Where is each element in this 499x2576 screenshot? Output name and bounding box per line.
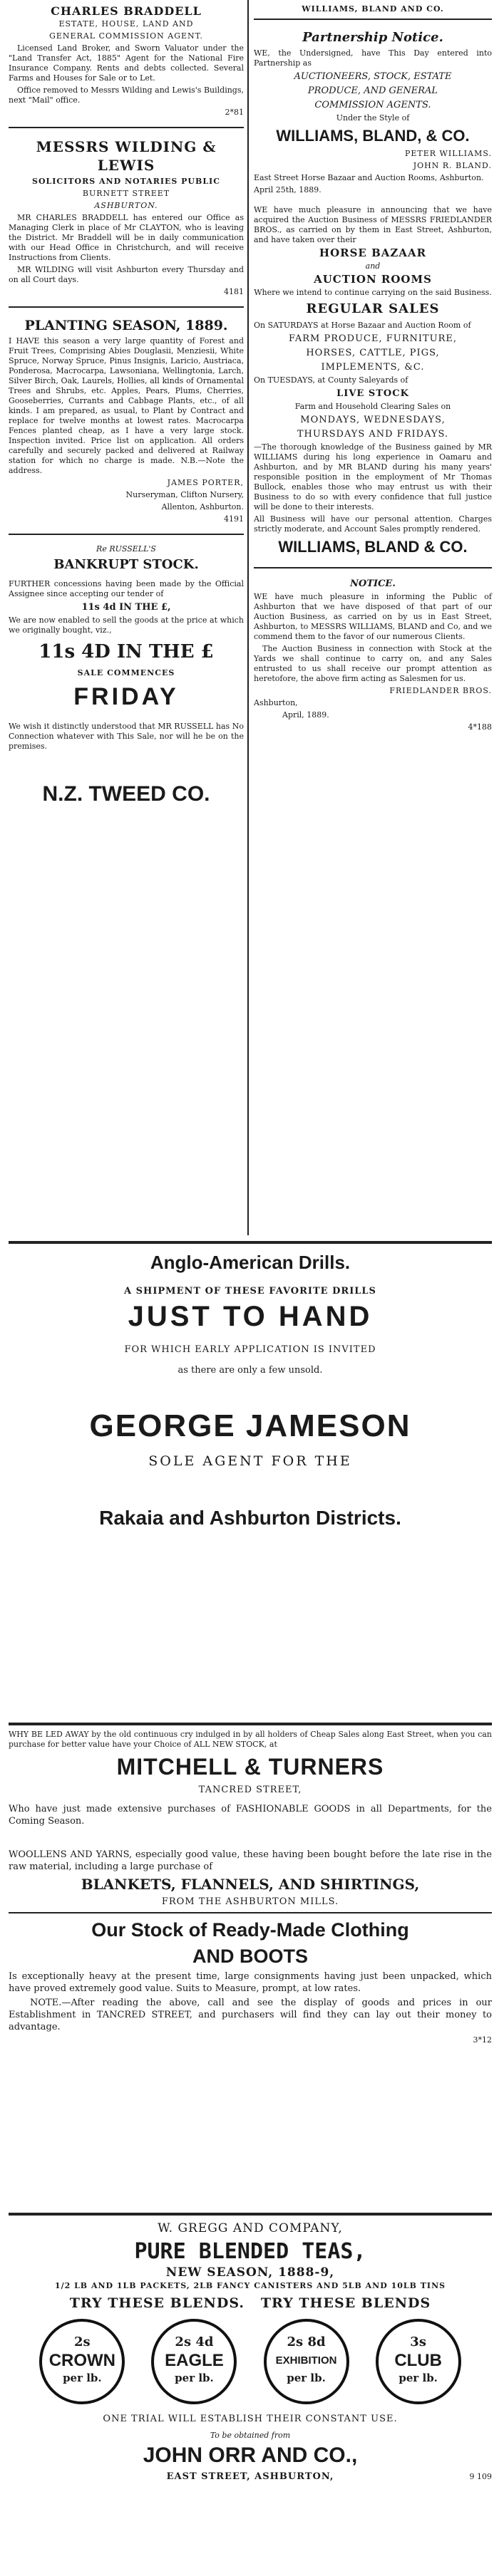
drills-just-to-hand: JUST TO HAND <box>128 1301 373 1332</box>
tea-blend-eagle <box>151 2319 237 2404</box>
notice-heading: NOTICE. <box>350 578 396 589</box>
russell-body-2: We are now enabled to sell the goods at the price at which we originally bought, viz., <box>9 616 244 635</box>
mitchell-boots: AND BOOTS <box>192 1946 308 1967</box>
divider <box>9 306 244 308</box>
planting-code: 4191 <box>224 514 244 524</box>
russell-price: 11s 4D IN THE £ <box>38 641 214 663</box>
right-header: WILLIAMS, BLAND AND CO. <box>302 4 444 14</box>
drills-agent: SOLE AGENT FOR THE <box>148 1453 352 1469</box>
bazaar-ad <box>254 200 492 563</box>
tea-blend-price: 2s <box>74 2334 91 2349</box>
mitchell-intro: WHY BE LED AWAY by the old continuous cry indulged in by all holders of Cheap Sales along East Street, when you can purchase for better value have your Choice of ALL NEW STOCK, at <box>9 1730 492 1749</box>
partnership-firm: WILLIAMS, BLAND, & CO. <box>276 127 470 145</box>
partnership-trades-1: AUCTIONEERS, STOCK, ESTATE <box>294 71 452 82</box>
mitchell-street: TANCRED STREET, <box>198 1785 302 1795</box>
braddell-title-1: ESTATE, HOUSE, LAND AND <box>58 19 194 28</box>
divider <box>9 1241 492 1244</box>
russell-note: We wish it distinctly understood that MR RUSSELL has No Connection whatever with This Sale, nor will he be on the premises. <box>9 722 244 751</box>
bazaar-head-1: HORSE BAZAAR <box>319 246 427 259</box>
notice-code: 4*188 <box>468 722 492 732</box>
teas-season: NEW SEASON, 1888-9, <box>165 2265 335 2280</box>
tea-blend-price: 2s 8d <box>287 2334 326 2349</box>
bazaar-livestock: LIVE STOCK <box>336 388 409 399</box>
drills-name: GEORGE JAMESON <box>89 1408 411 1443</box>
partnership-under: Under the Style of <box>336 113 410 123</box>
tea-blend-name: CLUB <box>394 2351 442 2370</box>
bazaar-farm: FARM PRODUCE, FURNITURE, <box>288 333 458 344</box>
bazaar-days-1: MONDAYS, WEDNESDAYS, <box>300 415 446 425</box>
russell-body: FURTHER concessions having been made by the Official Assignee since accepting our tender of <box>9 579 244 598</box>
mitchell-body: Who have just made extensive purchases of FASHIONABLE GOODS in all Departments, for the Coming Season. <box>9 1804 492 1827</box>
mitchell-code: 3*12 <box>473 2035 492 2045</box>
notice-signature: FRIEDLANDER BROS. <box>389 686 492 695</box>
notice-place: Ashburton, <box>254 698 298 707</box>
planting-sig-3: Allenton, Ashburton. <box>161 502 244 511</box>
bazaar-horses: HORSES, CATTLE, PIGS, <box>306 348 440 358</box>
notice-ad <box>254 573 492 737</box>
right-column <box>254 0 492 737</box>
planting-sig-2: Nurseryman, Clifton Nursery, <box>125 490 244 499</box>
tea-blend-name: CROWN <box>48 2351 116 2370</box>
divider <box>254 19 492 20</box>
planting-body: I HAVE this season a very large quantity of Forest and Fruit Trees, Comprising Abies Douglasii, Menziesii, White Spruce, Norway Spruce, Pinus Insignis, Laricio, Austriaca, Ponderosa, Macrocarpa, Lawsoniana, Wellingtonia, Larch, Silver Birch, Oak, Laurels, Hollies, all kinds of Ornamental Trees and Shrubs, etc. Apples, Pears, Plums, Cherries, Gooseberries, Currants and Cabbage Plants, etc., of all kinds. I am prepared, as usual, to Plant by Contract and replace for twelve months at lowest rates. Macrocarpa Fences planted cheap, as I have a very large stock. Inspection invited. Price list on application. All orders carefully and securely packed and delivered at Railway station for which no charge is made. N.B.—Note the address. <box>9 336 244 475</box>
teas-code: 9 109 <box>469 2472 492 2481</box>
partnership-ad <box>254 24 492 200</box>
teas-ad <box>9 2208 492 2484</box>
wilding-ad <box>9 133 244 302</box>
braddell-title-2: GENERAL COMMISSION AGENT. <box>49 31 203 41</box>
tea-blend-exhibition <box>264 2319 349 2404</box>
partnership-trades-3: COMMISSION AGENTS. <box>314 100 431 110</box>
bazaar-tuesdays: On TUESDAYS, at County Saleyards of <box>254 375 408 385</box>
divider <box>9 1723 492 1725</box>
teas-obtained: To be obtained from <box>210 2431 291 2440</box>
teas-address: EAST STREET, ASHBURTON, <box>166 2471 334 2482</box>
tea-blend-name: EAGLE <box>165 2351 224 2370</box>
russell-tender: 11s 4d IN THE £, <box>81 602 171 613</box>
tea-blend-crown <box>39 2319 125 2404</box>
russell-heading: BANKRUPT STOCK. <box>53 557 199 572</box>
drills-early: FOR WHICH EARLY APPLICATION IS INVITED <box>124 1344 376 1355</box>
partnership-heading: Partnership Notice. <box>302 30 443 45</box>
notice-body: WE have much pleasure in informing the Public of Ashburton that we have disposed of that part of our Auction Business, as carried on by us in East Street, Ashburton, to MESSRS WILLIAMS, BLAND and Co, and we commend them to the favor of our numerous Clients. <box>254 592 492 641</box>
drills-shipment: A SHIPMENT OF THESE FAVORITE DRILLS <box>124 1286 376 1297</box>
wilding-code: 4181 <box>224 287 244 296</box>
bazaar-where: Where we intend to continue carrying on the said Business. <box>254 288 492 297</box>
bazaar-and: and <box>365 261 381 271</box>
mitchell-stock: Our Stock of Ready-Made Clothing <box>91 1919 409 1941</box>
bazaar-clearing: Farm and Household Clearing Sales on <box>294 402 451 411</box>
russell-re: Re RUSSELL'S <box>96 544 156 554</box>
teas-packets: 1/2 LB AND 1LB PACKETS, 2LB FANCY CANISTERS AND 5LB AND 10LB TINS <box>54 2281 446 2290</box>
russell-sale: SALE COMMENCES <box>77 668 175 677</box>
mitchell-heavy: Is exceptionally heavy at the present time, large consignments having just been unpacked, which have proved extremely good value. Suits to Measure, prompt, at low rates. <box>9 1971 492 1994</box>
tea-blend-per: per lb. <box>398 2372 438 2384</box>
wilding-town: ASHBURTON. <box>94 201 158 210</box>
braddell-name: CHARLES BRADDELL <box>51 4 202 18</box>
divider <box>9 127 244 128</box>
partnership-sig-1: PETER WILLIAMS. <box>404 149 492 158</box>
teas-trial: ONE TRIAL WILL ESTABLISH THEIR CONSTANT USE. <box>103 2414 398 2424</box>
tea-blend-per: per lb. <box>175 2372 214 2384</box>
teas-seller: JOHN ORR AND CO., <box>143 2443 358 2467</box>
wilding-title: SOLICITORS AND NOTARIES PUBLIC <box>32 177 220 186</box>
braddell-ad <box>9 0 244 123</box>
mitchell-ad <box>9 1718 492 2047</box>
partnership-trades-2: PRODUCE, AND GENERAL <box>307 85 438 96</box>
partnership-body: WE, the Undersigned, have This Day entered into Partnership as <box>254 48 492 68</box>
tea-blend-per: per lb. <box>287 2372 326 2384</box>
braddell-office: Office removed to Messrs Wilding and Lewis's Buildings, next "Mail" office. <box>9 85 244 105</box>
braddell-body: Licensed Land Broker, and Sworn Valuator under the "Land Transfer Act, 1885" Agent for the National Fire Insurance Company. Rents and debts collected. Several Farms and Houses for Sale or to Let. <box>9 43 244 83</box>
mitchell-woollens: WOOLLENS AND YARNS, especially good value, these having been bought before the late rise in the raw material, including a large purchase of <box>9 1849 492 1872</box>
tea-blend-price: 2s 4d <box>175 2334 214 2349</box>
wilding-body: MR CHARLES BRADDELL has entered our Office as Managing Clerk in place of Mr CLAYTON, who is leaving the District. Mr Braddell will be in daily communication with our Head Office in Christchurch, and will receive Instructions from Clients. <box>9 213 244 262</box>
tea-blend-club <box>376 2319 461 2404</box>
mitchell-mills: FROM THE ASHBURTON MILLS. <box>161 1896 339 1907</box>
teas-firm: W. GREGG AND COMPANY, <box>158 2221 343 2235</box>
drills-ad <box>9 1237 492 1534</box>
column-rule <box>247 0 249 1235</box>
bazaar-saturdays: On SATURDAYS at Horse Bazaar and Auction Room of <box>254 321 471 330</box>
partnership-date: April 25th, 1889. <box>254 185 321 194</box>
divider <box>254 567 492 568</box>
notice-body-2: The Auction Business in connection with Stock at the Yards we shall continue to carry on, and any Sales entrusted to us shall receive our prompt attention as heretofore, the above firm acting as Salesmen for us. <box>254 644 492 683</box>
drills-districts: Rakaia and Ashburton Districts. <box>99 1507 401 1529</box>
wilding-street: BURNETT STREET <box>82 189 170 198</box>
bazaar-head-2: AUCTION ROOMS <box>314 273 432 286</box>
braddell-code: 2*81 <box>225 108 244 117</box>
divider <box>9 2213 492 2216</box>
bazaar-knowledge: —The thorough knowledge of the Business gained by MR WILLIAMS during his long experience in Oamaru and Ashburton, and by MR BLAND during his many years' responsible position in the employment of Mr Thomas Bullock, enables those who may entrust us with their Business to do so with every confidence that full justice will be done to their interests. <box>254 442 492 511</box>
tea-blend-price: 3s <box>410 2334 426 2349</box>
teas-try: TRY THESE BLENDS. TRY THESE BLENDS <box>69 2295 431 2311</box>
mitchell-note: NOTE.—After reading the above, call and see the display of goods and prices in our Establishment in TANCRED STREET, and purchasers will find they can lay out their money to advantage. <box>9 1998 492 2032</box>
bazaar-attention: All Business will have our personal attention. Charges strictly moderate, and Account Sales promptly rendered. <box>254 514 492 534</box>
bazaar-regular: REGULAR SALES <box>306 301 440 316</box>
divider <box>9 534 244 535</box>
wilding-visit: MR WILDING will visit Ashburton every Thursday and on all Court days. <box>9 265 244 284</box>
tea-blends <box>9 2319 492 2404</box>
wilding-name: MESSRS WILDING & LEWIS <box>36 138 217 174</box>
planting-sig-1: JAMES PORTER, <box>167 478 244 487</box>
partnership-address: East Street Horse Bazaar and Auction Rooms, Ashburton. <box>254 173 484 182</box>
bazaar-body: WE have much pleasure in announcing that we have acquired the Auction Business of MESSRS FRIEDLANDER BROS., as carried on by them in East Street, Ashburton, and have taken over their <box>254 205 492 244</box>
drills-heading: Anglo-American Drills. <box>150 1252 351 1273</box>
divider <box>9 1912 492 1913</box>
tea-blend-per: per lb. <box>63 2372 102 2384</box>
bazaar-days-2: THURSDAYS AND FRIDAYS. <box>297 429 449 440</box>
teas-heading: PURE BLENDED TEAS, <box>134 2239 366 2264</box>
russell-ad <box>9 539 244 828</box>
mitchell-name: MITCHELL & TURNERS <box>116 1754 384 1780</box>
notice-date: April, 1889. <box>282 710 329 720</box>
bazaar-firm: WILLIAMS, BLAND & CO. <box>278 538 468 556</box>
russell-day: FRIDAY <box>73 683 179 710</box>
mitchell-blankets: BLANKETS, FLANNELS, AND SHIRTINGS, <box>81 1876 420 1893</box>
tea-blend-name: EXHIBITION <box>275 2354 337 2367</box>
bazaar-implements: IMPLEMENTS, &C. <box>321 362 425 373</box>
drills-few: as there are only a few unsold. <box>178 1365 323 1376</box>
left-column <box>9 0 244 828</box>
russell-firm: N.Z. TWEED CO. <box>42 782 210 806</box>
planting-heading: PLANTING SEASON, 1889. <box>24 318 228 333</box>
planting-ad <box>9 312 244 529</box>
partnership-sig-2: JOHN R. BLAND. <box>413 161 492 170</box>
